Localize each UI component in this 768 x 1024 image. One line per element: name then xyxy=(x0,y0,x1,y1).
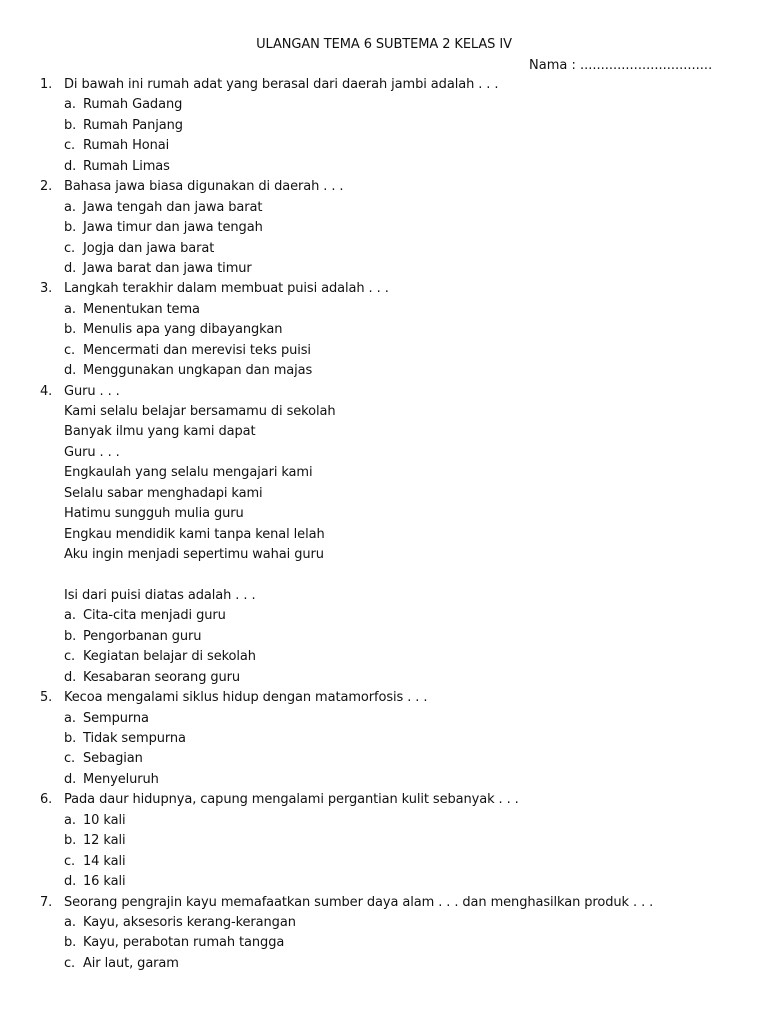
option-letter: d. xyxy=(64,363,77,379)
option-4a xyxy=(0,606,768,626)
option-2a xyxy=(0,198,768,218)
option-7a xyxy=(0,913,768,933)
question-5 xyxy=(0,688,768,708)
blank-line xyxy=(0,566,768,586)
question-number: 7. xyxy=(40,894,53,910)
option-5c xyxy=(0,749,768,769)
option-5b xyxy=(0,729,768,749)
option-text: Jawa barat dan jawa timur xyxy=(83,260,252,276)
option-3d xyxy=(0,361,768,381)
option-text: Menentukan tema xyxy=(83,301,200,317)
question-text: Bahasa jawa biasa digunakan di daerah . . . xyxy=(64,179,344,195)
option-letter: c. xyxy=(64,751,76,767)
poem-line-text: Banyak ilmu yang kami dapat xyxy=(64,424,256,440)
option-7b xyxy=(0,933,768,953)
question-text: Pada daur hidupnya, capung mengalami pergantian kulit sebanyak . . . xyxy=(64,792,519,808)
option-letter: b. xyxy=(64,731,77,746)
question-number: 5. xyxy=(40,690,53,706)
option-text: Rumah Limas xyxy=(83,158,170,174)
poem-line-text: Hatimu sungguh mulia guru xyxy=(64,506,244,522)
option-letter: c. xyxy=(64,853,76,869)
option-letter: d. xyxy=(64,874,77,890)
option-text: Sempurna xyxy=(83,710,149,726)
question-text: Seorang pengrajin kayu memafaatkan sumber daya alam . . . dan menghasilkan produk . . . xyxy=(64,894,654,910)
option-text: Tidak sempurna xyxy=(83,731,186,746)
option-text: Kesabaran seorang guru xyxy=(83,669,241,685)
poem-line xyxy=(0,545,768,565)
name-field: Nama : ................................ xyxy=(529,58,713,73)
option-text: Pengorbanan guru xyxy=(83,628,202,644)
question-number: 4. xyxy=(40,383,53,399)
question-7 xyxy=(0,893,768,913)
option-text: Rumah Gadang xyxy=(83,97,183,113)
option-1c xyxy=(0,136,768,156)
question-6 xyxy=(0,790,768,810)
option-5d xyxy=(0,770,768,790)
question-3 xyxy=(0,279,768,299)
option-2b xyxy=(0,218,768,238)
option-6b xyxy=(0,831,768,851)
option-1d xyxy=(0,157,768,177)
option-text: Kayu, aksesoris kerang-kerangan xyxy=(83,914,296,930)
question-number: 6. xyxy=(40,792,53,808)
poem-line-text: Selalu sabar menghadapi kami xyxy=(64,485,263,501)
question-4 xyxy=(0,382,768,402)
option-letter: d. xyxy=(64,669,77,685)
question-number: 3. xyxy=(40,281,53,297)
option-letter: a. xyxy=(64,608,76,624)
option-6c xyxy=(0,852,768,872)
option-letter: c. xyxy=(64,649,76,665)
option-letter: a. xyxy=(64,914,76,930)
option-letter: a. xyxy=(64,97,76,113)
option-text: Cita-cita menjadi guru xyxy=(83,608,226,624)
option-letter: d. xyxy=(64,771,77,787)
question-list xyxy=(0,75,768,974)
option-1a xyxy=(0,95,768,115)
option-text: Menyeluruh xyxy=(83,771,159,787)
option-text: Menggunakan ungkapan dan majas xyxy=(83,363,313,379)
option-text: Jogja dan jawa barat xyxy=(83,240,215,256)
poem-line-text: Guru . . . xyxy=(64,444,120,460)
option-letter: a. xyxy=(64,301,76,317)
poem-line-text: Aku ingin menjadi sepertimu wahai guru xyxy=(64,547,324,563)
poem-line xyxy=(0,402,768,422)
option-6d xyxy=(0,872,768,892)
option-3b xyxy=(0,320,768,340)
option-letter: b. xyxy=(64,220,77,236)
option-letter: b. xyxy=(64,117,77,133)
option-letter: b. xyxy=(64,628,77,644)
option-2d xyxy=(0,259,768,279)
poem-line xyxy=(0,463,768,483)
question-text: Langkah terakhir dalam membuat puisi adalah . . . xyxy=(64,281,389,297)
option-letter: c. xyxy=(64,955,76,971)
option-7c xyxy=(0,954,768,974)
option-text: Rumah Panjang xyxy=(83,117,183,133)
option-letter: c. xyxy=(64,240,76,256)
question-2 xyxy=(0,177,768,197)
question-1 xyxy=(0,75,768,95)
question-4-prompt xyxy=(0,586,768,606)
option-letter: a. xyxy=(64,710,76,726)
option-text: Air laut, garam xyxy=(83,955,179,971)
poem-line-text: Engkau mendidik kami tanpa kenal lelah xyxy=(64,526,325,542)
page-title: ULANGAN TEMA 6 SUBTEMA 2 KELAS IV xyxy=(256,37,512,52)
question-text: Kecoa mengalami siklus hidup dengan matamorfosis . . . xyxy=(64,690,428,706)
option-text: Sebagian xyxy=(83,751,143,767)
poem-line-text: Engkaulah yang selalu mengajari kami xyxy=(64,465,313,481)
question-number: 1. xyxy=(40,77,53,92)
prompt-text: Isi dari puisi diatas adalah . . . xyxy=(64,587,256,603)
poem-line xyxy=(0,422,768,442)
option-letter: c. xyxy=(64,342,76,358)
option-letter: b. xyxy=(64,833,77,849)
option-letter: a. xyxy=(64,812,76,828)
option-text: 12 kali xyxy=(83,833,126,849)
option-4d xyxy=(0,668,768,688)
option-letter: d. xyxy=(64,158,77,174)
option-text: 10 kali xyxy=(83,812,126,828)
poem-line-text: Kami selalu belajar bersamamu di sekolah xyxy=(64,404,336,419)
option-letter: b. xyxy=(64,322,77,338)
option-3c xyxy=(0,341,768,361)
poem-line xyxy=(0,504,768,524)
poem-line xyxy=(0,443,768,463)
question-text: Di bawah ini rumah adat yang berasal dari daerah jambi adalah . . . xyxy=(64,77,499,92)
option-text: Menulis apa yang dibayangkan xyxy=(83,322,283,338)
option-text: Jawa tengah dan jawa barat xyxy=(83,199,263,215)
option-4b xyxy=(0,627,768,647)
option-letter: c. xyxy=(64,138,76,154)
option-letter: d. xyxy=(64,260,77,276)
option-text: 14 kali xyxy=(83,853,126,869)
option-text: Mencermati dan merevisi teks puisi xyxy=(83,342,311,358)
option-letter: b. xyxy=(64,935,77,951)
option-text: 16 kali xyxy=(83,874,126,890)
option-6a xyxy=(0,811,768,831)
poem-line xyxy=(0,525,768,545)
option-letter: a. xyxy=(64,199,76,215)
option-1b xyxy=(0,116,768,136)
option-3a xyxy=(0,300,768,320)
option-text: Jawa timur dan jawa tengah xyxy=(83,220,263,236)
option-4c xyxy=(0,647,768,667)
question-number: 2. xyxy=(40,179,53,195)
option-2c xyxy=(0,239,768,259)
option-text: Kegiatan belajar di sekolah xyxy=(83,649,256,665)
option-text: Kayu, perabotan rumah tangga xyxy=(83,935,285,951)
question-text: Guru . . . xyxy=(64,383,120,399)
option-5a xyxy=(0,709,768,729)
option-text: Rumah Honai xyxy=(83,138,170,154)
poem-line xyxy=(0,484,768,504)
